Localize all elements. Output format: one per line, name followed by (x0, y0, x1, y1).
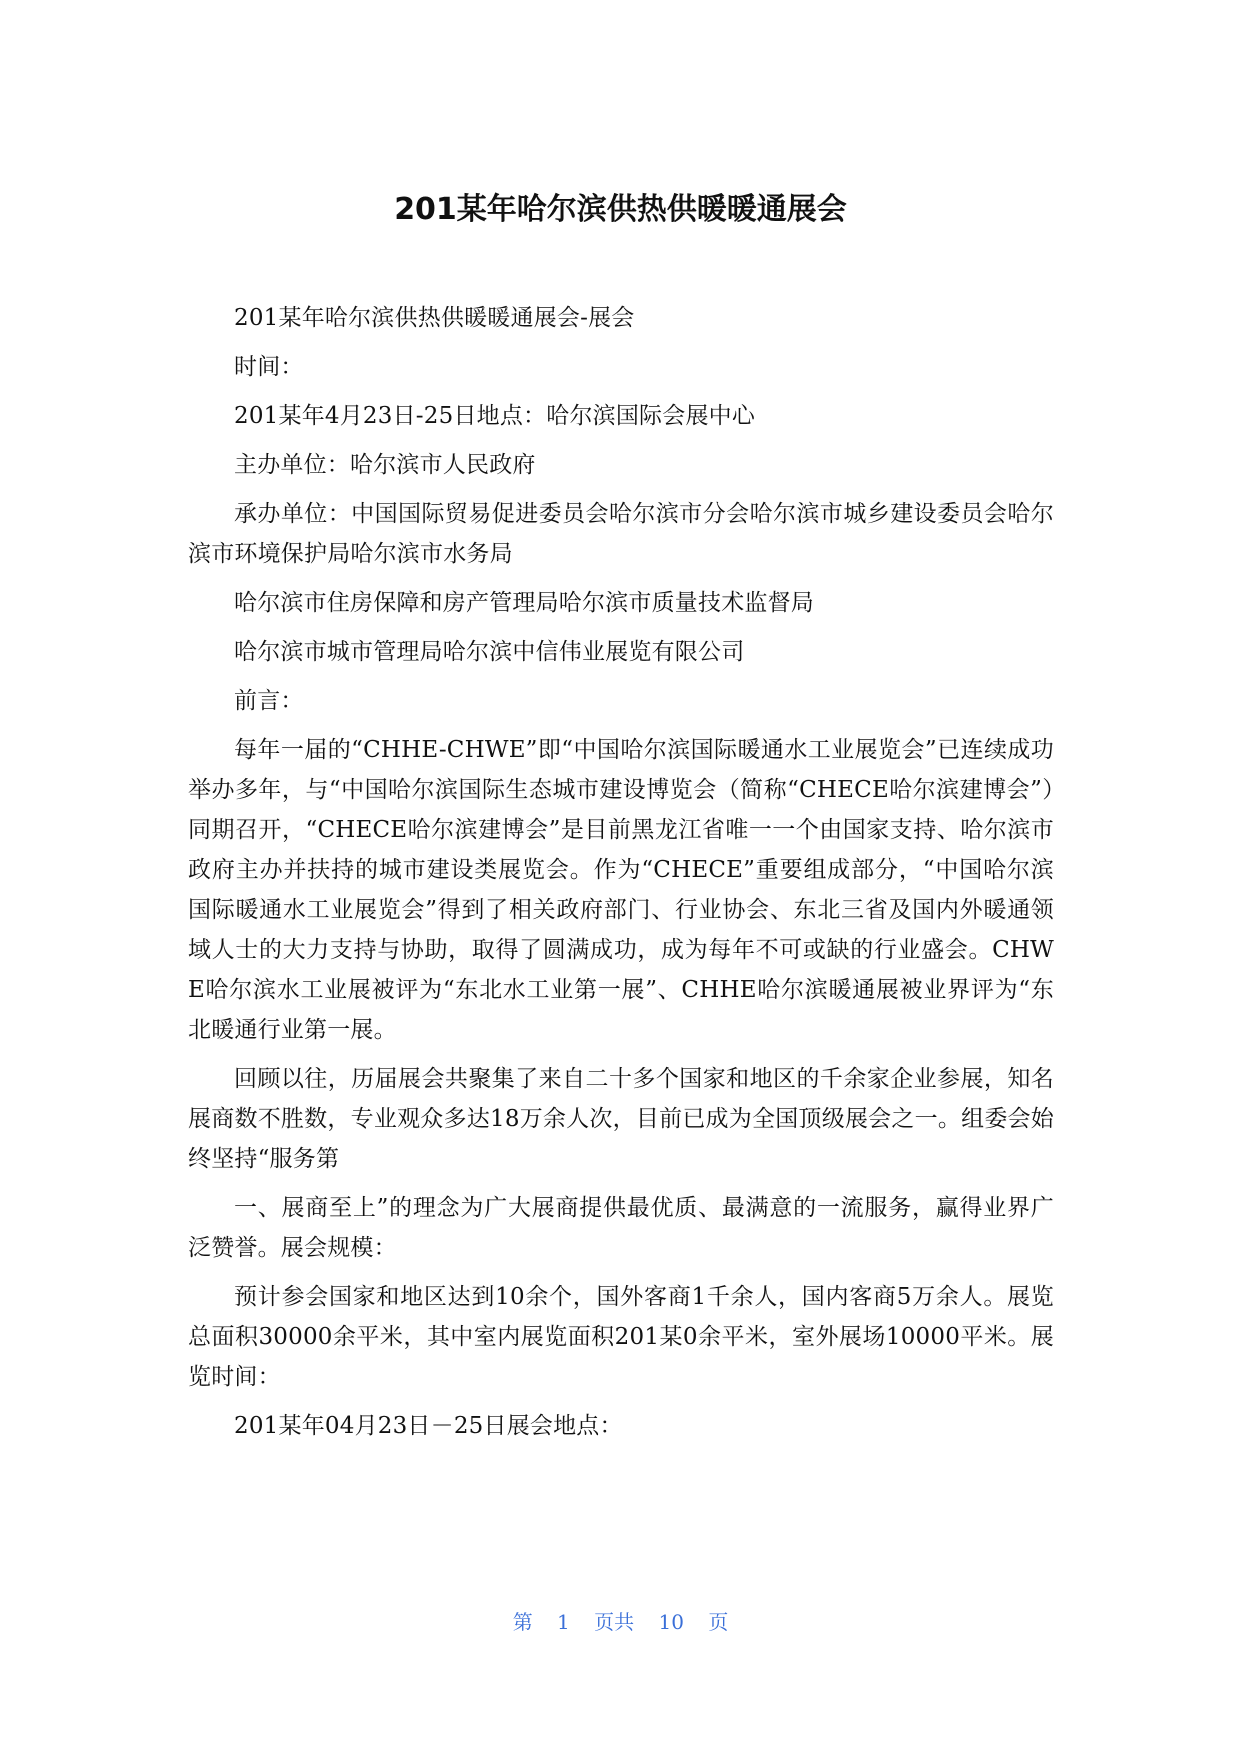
paragraph-organizers-2: 哈尔滨市住房保障和房产管理局哈尔滨市质量技术监督局 (234, 590, 814, 616)
footer-suffix: 页 (708, 1610, 729, 1634)
paragraph-organizers-3: 哈尔滨市城市管理局哈尔滨中信伟业展览有限公司 (234, 639, 745, 665)
paragraph-organizers: 承办单位：中国国际贸易促进委员会哈尔滨市分会哈尔滨市城乡建设委员会哈尔滨市环境保护局哈尔滨市水务局 (188, 501, 1054, 567)
paragraph-host: 主办单位：哈尔滨市人民政府 (234, 452, 536, 478)
page-footer (0, 1608, 1241, 1636)
paragraph-time-label: 时间： (234, 354, 304, 380)
paragraph-exhibition-date: 201某年04月23日－25日展会地点： (234, 1413, 623, 1439)
paragraph-preface-label: 前言： (234, 688, 304, 714)
footer-current-page: 1 (557, 1610, 570, 1634)
paragraph-service: 一、展商至上”的理念为广大展商提供最优质、最满意的一流服务，赢得业界广泛赞誉。展会规模： (188, 1195, 1054, 1261)
paragraph-review: 回顾以往，历届展会共聚集了来自二十多个国家和地区的千余家企业参展，知名展商数不胜数，专业观众多达18万余人次，目前已成为全国顶级展会之一。组委会始终坚持“服务第 (188, 1066, 1054, 1172)
document-body (188, 298, 1054, 1455)
footer-total-pages: 10 (658, 1610, 684, 1634)
paragraph-date-location: 201某年4月23日-25日地点：哈尔滨国际会展中心 (234, 403, 756, 429)
footer-prefix: 第 (512, 1610, 533, 1634)
paragraph-preface: 每年一届的“CHHE-CHWE”即“中国哈尔滨国际暖通水工业展览会”已连续成功举办多年，与“中国哈尔滨国际生态城市建设博览会（简称“CHECE哈尔滨建博会”）同期召开，“CHECE哈尔滨建博会”是目前黑龙江省唯一一个由国家支持、哈尔滨市政府主办并扶持的城市建设类展览会。作为“CHECE”重要组成部分，“中国哈尔滨国际暖通水工业展览会”得到了相关政府部门、行业协会、东北三省及国内外暖通领域人士的大力支持与协助，取得了圆满成功，成为每年不可或缺的行业盛会。CHWE哈尔滨水工业展被评为“东北水工业第一展”、CHHE哈尔滨暖通展被业界评为“东北暖通行业第一展。 (188, 737, 1054, 1043)
paragraph-heading: 201某年哈尔滨供热供暖暖通展会-展会 (234, 305, 635, 331)
page-title: 201某年哈尔滨供热供暖暖通展会 (394, 192, 847, 227)
paragraph-scale: 预计参会国家和地区达到10余个，国外客商1千余人，国内客商5万余人。展览总面积30000余平米，其中室内展览面积201某0余平米，室外展场10000平米。展览时间： (188, 1284, 1054, 1390)
footer-mid: 页共 (594, 1610, 635, 1634)
